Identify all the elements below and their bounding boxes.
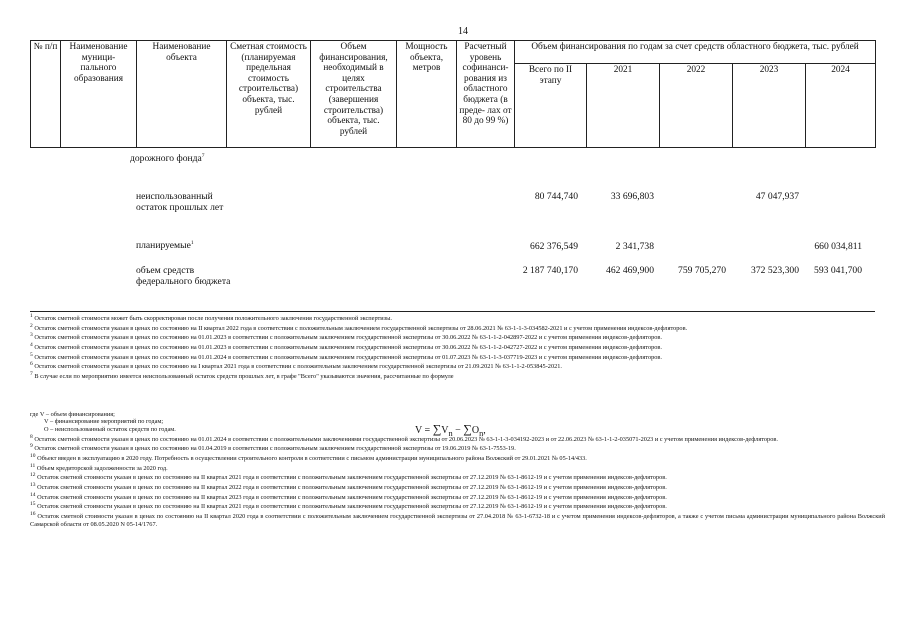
footnote-12: $^{12}$ Остаток сметной стоимости указан в ценах по состоянию на II квартал 2021 года в соответствии с положительным заключением государственной экспертизы от 27.12.2019 № 63-1-8612-19 и с учетом применения индексов-дефляторов. — [30, 472, 667, 482]
federal-2021: 462 469,900 — [606, 265, 654, 276]
footnote-text: Объект введен в эксплуатацию в 2020 году. Потребность в осуществлении строительного контроля в соответствии с письмом администрации муниципального района Волжский от 29.01.2021 № 05-14/433. — [37, 455, 587, 463]
footnote-text: Остаток сметной стоимости указан в ценах по состоянию на 01.01.2024 в соответствии с положительным заключением государственной экспертизы от 01.07.2023 № 63-1-1-3-037719-2023 и с учетом применения индексов-дефляторов. — [34, 353, 662, 361]
footnote-3: $^3$ Остаток сметной стоимости указан в ценах по состоянию на 01.01.2023 в соответствии с положительным заключением государственной экспертизы от 30.06.2022 № 63-1-1-2-042897-2022 и с учетом применения индексов-дефляторов. — [30, 332, 662, 342]
footnote-text: Остаток сметной стоимости может быть скорректирован после получения положительного заключения государственной экспертизы. — [34, 315, 392, 323]
header-financing-volume: Объем финансирования, необходимый в целях строительства (завершения строительства) объекта, тыс. рублей — [311, 41, 397, 148]
sum-symbol: ∑ — [432, 422, 442, 436]
footnote-2: $^2$ Остаток сметной стоимости указан в ценах по состоянию на II квартал 2022 года в соответствии с положительным заключением государственной экспертизы от 28.06.2021 № 63-1-1-3-034582-2021 и с учетом применения индексов-дефляторов. — [30, 322, 688, 332]
footnote-5: $^5$ Остаток сметной стоимости указан в ценах по состоянию на 01.01.2024 в соответствии с положительным заключением государственной экспертизы от 01.07.2023 № 63-1-1-3-037719-2023 и с учетом применения индексов-дефляторов. — [30, 351, 662, 361]
footnote-text: Остаток сметной стоимости указан в ценах по состоянию на 01.04.2019 в соответствии с положительным заключением государственной экспертизы от 19.06.2019 № 63-1-7553-19. — [34, 445, 516, 453]
row-tail-road-fund — [130, 153, 205, 164]
sum-symbol: ∑ — [463, 422, 472, 436]
footnote-ref: 7 — [201, 153, 205, 159]
footnote-15: $^{15}$ Остаток сметной стоимости указан в ценах по состоянию на II квартал 2021 года в соответствии с положительным заключением государственной экспертизы от 27.12.2019 № 63-1-8612-19 и с учетом применения индексов-дефляторов. — [30, 501, 667, 511]
federal-2022: 759 705,270 — [678, 265, 726, 276]
row-label-planned — [136, 238, 236, 251]
footnote-13: $^{13}$ Остаток сметной стоимости указан в ценах по состоянию на II квартал 2022 года в соответствии с положительным заключением государственной экспертизы от 27.12.2019 № 63-1-8612-19 и с учетом применения индексов-дефляторов. — [30, 482, 667, 492]
footnote-text: Остаток сметной стоимости указан в ценах по состоянию на II квартал 2022 года в соответствии с положительным заключением государственной экспертизы от 27.12.2019 № 63-1-8612-19 и с учетом применения индексов-дефляторов. — [37, 484, 667, 492]
header-number: № п/п — [31, 41, 61, 148]
formula-term-v: V — [441, 425, 449, 436]
footnote-10: $^{10}$ Объект введен в эксплуатацию в 2020 году. Потребность в осуществлении строительного контроля в соответствии с письмом администрации муниципального района Волжский от 29.01.2021 № 05-14/433. — [30, 452, 587, 463]
row-label-federal-budget: объем средств федерального бюджета — [136, 265, 231, 287]
footnote-text: Остаток сметной стоимости указан в ценах по состоянию на II квартал 2021 года в соответствии с положительным заключением государственной экспертизы от 27.12.2019 № 63-1-8612-19 и с учетом применения индексов-дефляторов. — [37, 474, 667, 482]
footnote-14: $^{14}$ Остаток сметной стоимости указан в ценах по состоянию на II квартал 2023 года в соответствии с положительным заключением государственной экспертизы от 27.12.2019 № 63-1-8612-19 и с учетом применения индексов-дефляторов. — [30, 491, 667, 501]
unused-2021: 33 696,803 — [610, 191, 654, 202]
footnote-7: $^7$ В случае если по мероприятию имеется неиспользованный остаток средств прошлых лет, в графе "Всего" указываются значения, рассчитанные по формуле — [30, 371, 454, 381]
footnote-4: $^4$ Остаток сметной стоимости указан в ценах по состоянию на 01.01.2023 в соответствии с положительным заключением государственной экспертизы от 30.06.2022 № 63-1-1-2-042727-2022 и с учетом применения индексов-дефляторов. — [30, 342, 662, 352]
header-total: Всего по II этапу — [515, 64, 587, 148]
header-year-2023: 2023 — [733, 64, 806, 148]
formula-def-v: V – финансирование мероприятий по годам; — [44, 418, 164, 426]
header-municipality: Наименование муници- пального образования — [61, 41, 137, 148]
federal-2024: 593 041,700 — [814, 265, 862, 276]
header-estimate-cost: Сметная стоимость (планируемая предельная стоимость строительства) объекта, тыс. рублей — [227, 41, 311, 148]
footnote-text: Остаток сметной стоимости указан в ценах по состоянию на II квартал 2023 года в соответствии с положительным заключением государственной экспертизы от 27.12.2019 № 63-1-8612-19 и с учетом применения индексов-дефляторов. — [37, 493, 667, 501]
header-cofinancing-level: Расчетный уровень софинанси- рования из областного бюджета (в преде- лах от 80 до 99 %) — [457, 41, 515, 148]
formula-lhs: V = — [415, 425, 431, 436]
planned-2024: 660 034,811 — [814, 241, 862, 252]
formula-def-o: O – неиспользованный остаток средств по годам. — [44, 426, 176, 433]
footnote-text: Объем кредиторской задолженности за 2020 год. — [36, 464, 168, 472]
formula-where: где V – объем финансирования; — [30, 410, 115, 418]
federal-total: 2 187 740,170 — [522, 265, 578, 276]
footnote-8: $^8$ Остаток сметной стоимости указан в ценах по состоянию на 01.01.2024 в соответствии с положительными заключениями государственной экспертизы от 20.06.2023 № 63-1-1-3-034192-2023 и от 22.06.2023 № 63-1-1-2-035071-2023 и с учетом применения индексов-дефляторов. — [30, 433, 778, 443]
row-tail-text: дорожного фонда — [130, 153, 202, 165]
footnote-16: $^{16}$ Остаток сметной стоимости указан в ценах по состоянию на II квартал 2020 года в соответствии с положительным заключением государственной экспертизы от 27.04.2018 № 63-1-6732-18 и с учетом применения индексов-дефляторов, а также с учетом письма администрации муниципального района Волжский Самарской области от 08.05.2020 N 05-14/1767. — [30, 511, 885, 528]
header-year-2024: 2024 — [806, 64, 876, 148]
footnote-divider — [30, 311, 875, 312]
footnotes — [30, 313, 885, 528]
header-year-2021: 2021 — [587, 64, 660, 148]
header-year-2022: 2022 — [660, 64, 733, 148]
header-capacity: Мощность объекта, метров — [397, 41, 457, 148]
footnote-9: $^9$ Остаток сметной стоимости указан в ценах по состоянию на 01.04.2019 в соответствии с положительным заключением государственной экспертизы от 19.06.2019 № 63-1-7553-19. — [30, 443, 516, 453]
footnote-text: Остаток сметной стоимости указан в ценах по состоянию на II квартал 2022 года в соответствии с положительным заключением государственной экспертизы от 28.06.2021 № 63-1-1-3-034582-2021 и с учетом применения индексов-дефляторов. — [34, 324, 688, 332]
planned-total: 662 376,549 — [530, 241, 578, 252]
footnote-text: Остаток сметной стоимости указан в ценах по состоянию на 01.01.2023 в соответствии с положительным заключением государственной экспертизы от 30.06.2022 № 63-1-1-2-042897-2022 и с учетом применения индексов-дефляторов. — [34, 334, 662, 342]
header-object: Наименование объекта — [137, 41, 227, 148]
formula-term-o: O — [471, 425, 480, 436]
footnote-text: Остаток сметной стоимости указан в ценах по состоянию на II квартал 2020 года в соответствии с положительным заключением государственной экспертизы от 27.04.2018 № 63-1-6732-18 и с учетом применения индексов-дефляторов, а также с учетом письма администрации муниципального района Волжский Самарской области от 08.05.2020 N 05-14/1767. — [30, 513, 885, 528]
footnote-6: $^6$ Остаток сметной стоимости указан в ценах по состоянию на I квартал 2021 года в соответствии с положительным заключением государственной экспертизы от 21.09.2021 № 63-1-1-2-053845-2021. — [30, 361, 562, 371]
row-label-unused-remainder: неиспользованный остаток прошлых лет — [136, 191, 224, 213]
footnote-11: $^{11}$ Объем кредиторской задолженности за 2020 год. — [30, 462, 168, 472]
formula: $V = \sum V_n - \sum O_n$, — [415, 422, 486, 438]
planned-label-text: планируемые — [136, 240, 191, 252]
footnote-text: В случае если по мероприятию имеется неиспользованный остаток средств прошлых лет, в графе "Всего" указываются значения, рассчитанные по формуле — [34, 373, 454, 381]
unused-2023: 47 047,937 — [755, 191, 799, 202]
unused-total: 80 744,740 — [534, 191, 578, 202]
header-financing-by-year: Объем финансирования по годам за счет средств областного бюджета, тыс. рублей — [515, 41, 876, 64]
formula-spacer — [30, 381, 885, 411]
financing-table-header — [30, 40, 876, 148]
footnote-text: Остаток сметной стоимости указан в ценах по состоянию на II квартал 2021 года в соответствии с положительным заключением государственной экспертизы от 27.12.2019 № 63-1-8612-19 и с учетом применения индексов-дефляторов. — [37, 503, 667, 511]
planned-2021: 2 341,738 — [615, 241, 654, 252]
footnote-ref: 1 — [190, 240, 194, 246]
footnote-1: $^1$ Остаток сметной стоимости может быть скорректирован после получения положительного заключения государственной экспертизы. — [30, 313, 392, 323]
federal-2023: 372 523,300 — [751, 265, 799, 276]
footnote-text: Остаток сметной стоимости указан в ценах по состоянию на 01.01.2024 в соответствии с положительными заключениями государственной экспертизы от 20.06.2023 № 63-1-1-3-034192-2023 и от 22.06.2023 № 63-1-1-2-035071-2023 и с учетом применения индексов-дефляторов. — [34, 435, 778, 443]
footnote-text: Остаток сметной стоимости указан в ценах по состоянию на I квартал 2021 года в соответствии с положительным заключением государственной экспертизы от 21.09.2021 № 63-1-1-2-053845-2021. — [34, 363, 562, 371]
page-number: 14 — [458, 26, 468, 37]
footnote-text: Остаток сметной стоимости указан в ценах по состоянию на 01.01.2023 в соответствии с положительным заключением государственной экспертизы от 30.06.2022 № 63-1-1-2-042727-2022 и с учетом применения индексов-дефляторов. — [34, 344, 662, 352]
